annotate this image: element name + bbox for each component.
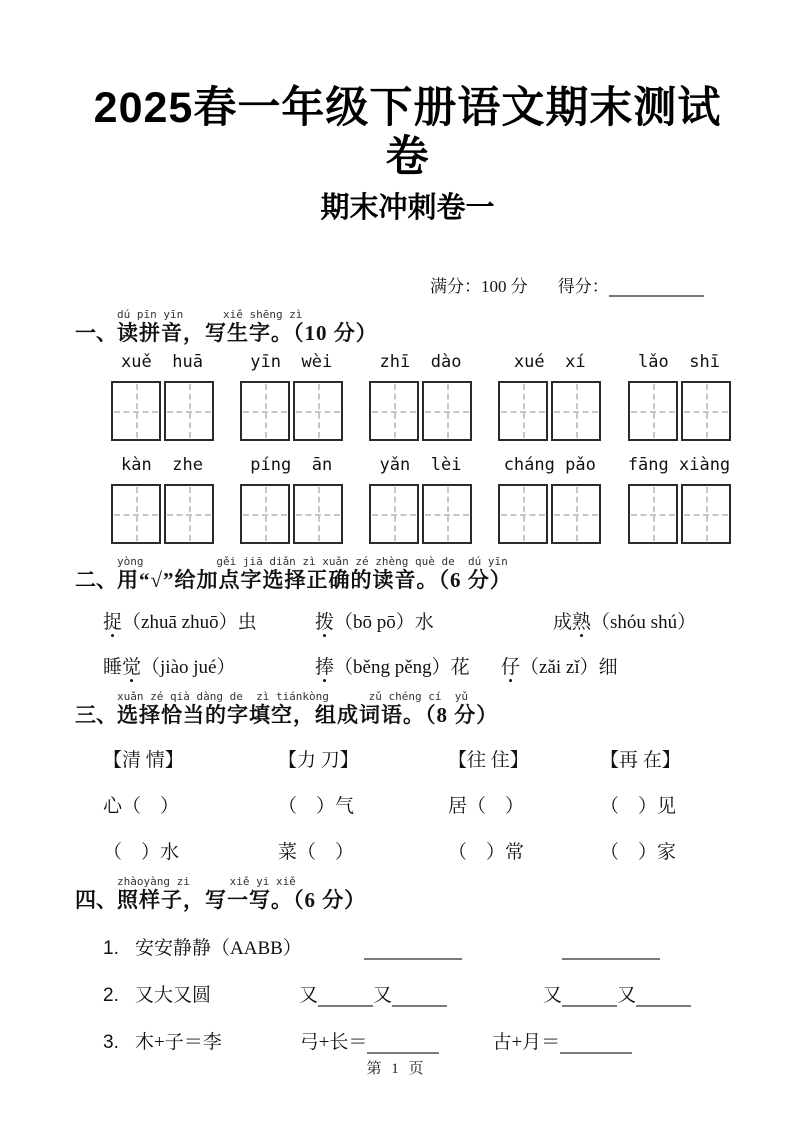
- pinyin-word: zhī dào: [379, 351, 462, 372]
- pinyin-word: píng ān: [250, 454, 333, 475]
- writing-box-pair: [362, 484, 480, 544]
- pronunciation-item: [315, 607, 553, 634]
- dotted-char: 拨: [315, 612, 335, 634]
- writing-box-pair: [491, 381, 609, 441]
- section1-heading-main: [117, 309, 378, 346]
- section2-row2: [103, 652, 740, 679]
- pinyin-word: fāng xiàng: [627, 454, 731, 475]
- writing-box: [681, 381, 731, 441]
- writing-box: [628, 381, 678, 441]
- writing-box: [164, 381, 214, 441]
- score-blank: [609, 279, 704, 297]
- pinyin-word: xuě huā: [121, 351, 203, 372]
- dotted-char: 捧: [315, 657, 335, 679]
- answer-blank: [562, 987, 617, 1007]
- pronunciation-item: [103, 607, 315, 634]
- item-rest: （běng pěng）花: [334, 657, 470, 679]
- section2-number: 二、: [75, 568, 117, 593]
- section4-heading: [75, 876, 740, 913]
- writing-box-pair: [491, 484, 609, 544]
- answer-blank: [392, 987, 447, 1007]
- writing-box: [369, 381, 419, 441]
- pinyin-word: yǎn lèi: [379, 454, 462, 475]
- pinyin-word: yīn wèi: [250, 351, 333, 372]
- writing-box: [551, 381, 601, 441]
- writing-box: [681, 484, 731, 544]
- item-number: 1.: [103, 937, 119, 959]
- answer-blank: [562, 940, 660, 960]
- pinyin-word: xué xí: [513, 351, 586, 372]
- section3-character-choices: [103, 745, 740, 772]
- example-text: 又大又圆: [135, 984, 212, 1006]
- pronunciation-item: [501, 652, 618, 679]
- writing-box: [164, 484, 214, 544]
- section3-title: 选择恰当的字填空，组成词语。（8 分）: [117, 703, 499, 728]
- pronunciation-item: [103, 652, 315, 679]
- writing-box: [240, 381, 290, 441]
- writing-box-pair: [103, 484, 221, 544]
- pronunciation-item: [553, 607, 696, 634]
- example-text: 安安静静（AABB）: [135, 937, 302, 959]
- score-label: 得分：: [557, 276, 609, 296]
- section1-pinyin-row1: [103, 352, 738, 372]
- writing-box: [293, 484, 343, 544]
- dotted-char: 熟: [572, 612, 592, 634]
- equation-text: 弓+长＝: [299, 1031, 368, 1053]
- item-number: 2.: [103, 984, 119, 1006]
- fill-blank-item: （ ）见: [600, 795, 677, 817]
- section3-fill-row2: [103, 837, 740, 864]
- pattern-word: 又: [543, 984, 563, 1006]
- section4-heading-main: [117, 876, 366, 913]
- section3-fill-row1: [103, 791, 740, 818]
- section1-title: 读拼音，写生字。（10 分）: [117, 320, 378, 345]
- pattern-word: 又: [373, 984, 393, 1006]
- pattern-word: 又: [617, 984, 637, 1006]
- pattern-word: 又: [299, 984, 319, 1006]
- writing-box: [551, 484, 601, 544]
- writing-box: [498, 381, 548, 441]
- section4-item3: [103, 1027, 740, 1054]
- dotted-char: 仔: [501, 657, 521, 679]
- writing-box-pair: [362, 381, 480, 441]
- page-subtitle: 期末冲刺卷一: [320, 191, 495, 224]
- item-rest: （zǎi zǐ）细: [520, 657, 618, 679]
- section2-row1: [103, 607, 740, 634]
- writing-box: [498, 484, 548, 544]
- character-choice-group: 【再 在】: [600, 749, 681, 771]
- section4-title: 照样子，写一写。（6 分）: [117, 887, 367, 912]
- section2-title: 用“√”给加点字选择正确的读音。（6 分）: [117, 568, 512, 593]
- page-number: 第 1 页: [366, 1061, 427, 1077]
- section1-number: 一、: [75, 320, 117, 345]
- section3-number: 三、: [75, 703, 117, 728]
- section2-heading-main: [117, 556, 512, 593]
- item-pre: 成: [553, 612, 573, 634]
- section4-item2: [103, 980, 740, 1007]
- fill-blank-item: 居（ ）: [448, 795, 525, 817]
- fill-blank-item: （ ）气: [278, 795, 355, 817]
- section1-box-row1: [103, 381, 738, 441]
- answer-blank: [318, 987, 373, 1007]
- item-rest: （zhuā zhuō）虫: [122, 612, 257, 634]
- pinyin-word: kàn zhe: [121, 454, 203, 475]
- item-rest: （shóu shú）: [591, 612, 697, 634]
- answer-blank: [560, 1034, 632, 1054]
- writing-box: [422, 381, 472, 441]
- character-choice-group: 【清 情】: [103, 749, 184, 771]
- item-pre: 睡: [103, 657, 123, 679]
- character-choice-group: 【力 刀】: [278, 749, 359, 771]
- fill-blank-item: （ ）水: [103, 841, 180, 863]
- writing-box-pair: [103, 381, 221, 441]
- answer-blank: [364, 940, 462, 960]
- item-number: 3.: [103, 1031, 119, 1053]
- writing-box-pair: [620, 484, 738, 544]
- section1-box-row2: [103, 484, 738, 544]
- section3-heading: [75, 691, 740, 728]
- writing-box: [628, 484, 678, 544]
- section1-pinyin: dú pīn yīn xiě shēng zì: [117, 307, 303, 321]
- item-rest: （bō pō）水: [334, 612, 434, 634]
- answer-blank: [636, 987, 691, 1007]
- writing-box-pair: [232, 484, 350, 544]
- score-line: [430, 272, 740, 297]
- full-score-label: 满分：100 分: [430, 276, 528, 296]
- answer-blank: [367, 1034, 439, 1054]
- writing-box-pair: [620, 381, 738, 441]
- writing-box: [293, 381, 343, 441]
- writing-box: [369, 484, 419, 544]
- writing-box: [111, 381, 161, 441]
- fill-blank-item: （ ）家: [600, 841, 677, 863]
- fill-blank-item: 菜（ ）: [278, 841, 355, 863]
- section2-pinyin: yòng gěi jiā diǎn zì xuǎn zé zhèng què de dú yīn: [117, 554, 508, 568]
- page-title: 2025春一年级下册语文期末测试卷: [93, 84, 722, 182]
- pinyin-word: cháng pǎo: [503, 454, 596, 475]
- pronunciation-item: [315, 652, 501, 679]
- section1-heading: [75, 309, 740, 346]
- fill-blank-item: （ ）常: [448, 841, 525, 863]
- section1-pinyin-row2: [103, 455, 738, 475]
- pinyin-word: lǎo shī: [638, 351, 720, 372]
- writing-box: [240, 484, 290, 544]
- item-rest: （jiào jué）: [141, 657, 236, 679]
- equation-text: 古+月＝: [492, 1031, 561, 1053]
- example-text: 木+子＝李: [135, 1031, 222, 1053]
- section4-number: 四、: [75, 887, 117, 912]
- section4-pinyin: zhàoyàng zi xiě yi xiě: [117, 874, 296, 888]
- section3-heading-main: [117, 691, 498, 728]
- dotted-char: 觉: [122, 657, 142, 679]
- section3-pinyin: xuǎn zé qià dàng de zì tiánkòng zǔ chéng cí yǔ: [117, 690, 468, 704]
- writing-box: [111, 484, 161, 544]
- fill-blank-item: 心（ ）: [103, 795, 180, 817]
- writing-box-pair: [232, 381, 350, 441]
- section4-item1: [103, 933, 740, 960]
- dotted-char: 捉: [103, 612, 123, 634]
- writing-box: [422, 484, 472, 544]
- character-choice-group: 【往 住】: [448, 749, 529, 771]
- section2-heading: [75, 556, 740, 593]
